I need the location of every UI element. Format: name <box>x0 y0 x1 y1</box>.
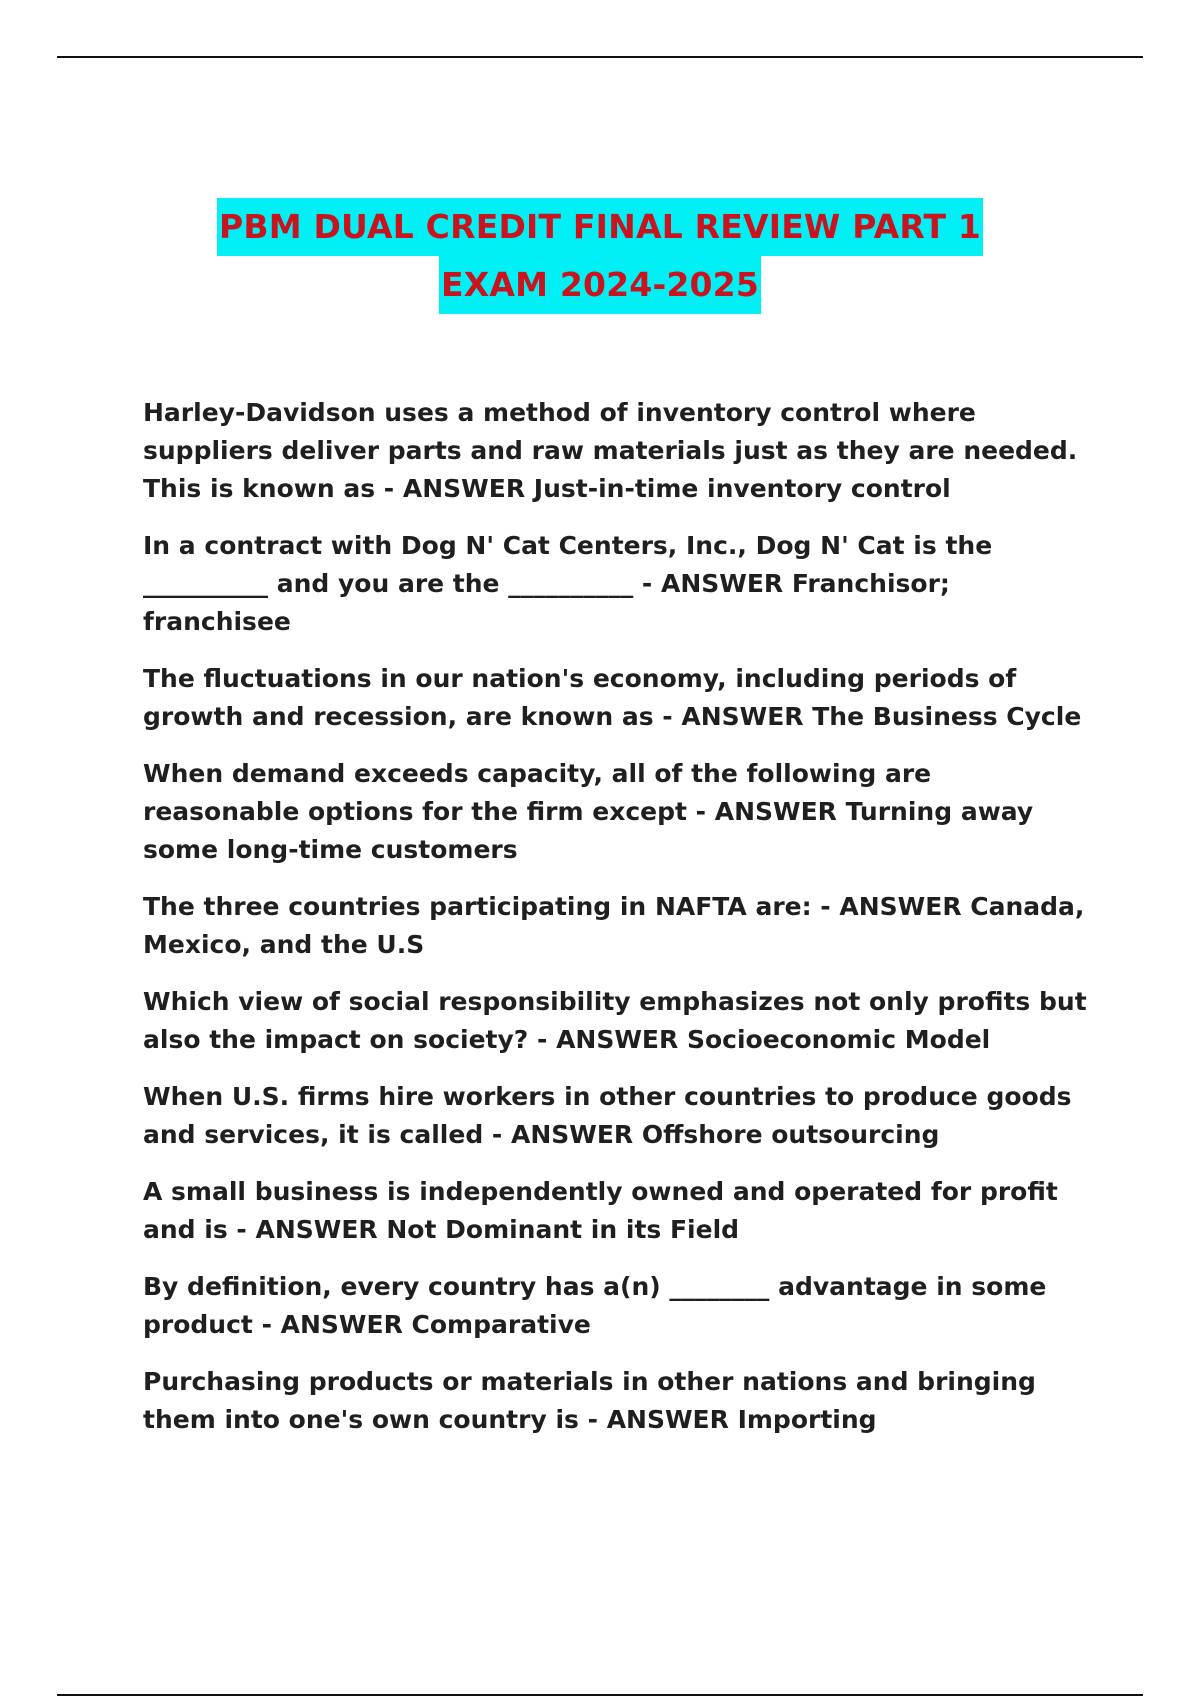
qa-item: The fluctuations in our nation's economy, including periods of growth and recession, are known as - ANSWER The Business Cycle <box>143 664 1082 731</box>
qa-item: By definition, every country has a(n) ________ advantage in some product - ANSWER Comparative <box>143 1272 1047 1339</box>
question-answer-list <box>143 394 1093 1458</box>
document-title <box>0 198 1200 314</box>
title-line-1: PBM DUAL CREDIT FINAL REVIEW PART 1 <box>217 198 983 256</box>
qa-item: Which view of social responsibility emphasizes not only profits but also the impact on society? - ANSWER Socioeconomic Model <box>143 987 1087 1054</box>
qa-item: In a contract with Dog N' Cat Centers, Inc., Dog N' Cat is the __________ and you are the __________ - ANSWER Franchisor; franchisee <box>143 531 993 636</box>
bottom-rule <box>57 1694 1143 1696</box>
qa-item: Harley-Davidson uses a method of inventory control where suppliers deliver parts and raw materials just as they are needed. This is known as - ANSWER Just-in-time inventory control <box>143 398 1078 503</box>
top-rule <box>57 56 1143 58</box>
qa-item: When U.S. firms hire workers in other countries to produce goods and services, it is called - ANSWER Offshore outsourcing <box>143 1082 1072 1149</box>
qa-item: Purchasing products or materials in other nations and bringing them into one's own country is - ANSWER Importing <box>143 1367 1036 1434</box>
title-line-2: EXAM 2024-2025 <box>439 256 761 314</box>
qa-item: When demand exceeds capacity, all of the following are reasonable options for the firm except - ANSWER Turning away some long-time customers <box>143 759 1034 864</box>
qa-item: A small business is independently owned and operated for profit and is - ANSWER Not Dominant in its Field <box>143 1177 1058 1244</box>
qa-item: The three countries participating in NAFTA are: - ANSWER Canada, Mexico, and the U.S <box>143 892 1085 959</box>
